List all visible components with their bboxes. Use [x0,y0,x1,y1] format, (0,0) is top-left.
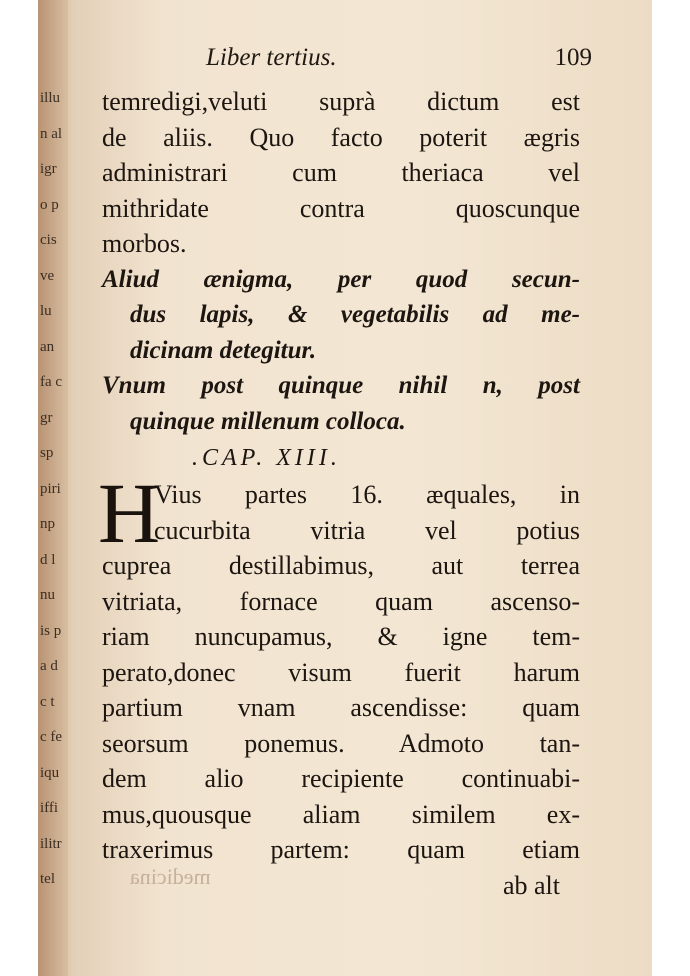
running-title: Liber tertius. [206,44,337,71]
margin-fragment: c fe [40,729,63,745]
book-page [38,0,652,976]
margin-fragment: d l [40,551,56,568]
aenigma-heading [102,262,580,369]
text-line: Vius partes 16. æquales, in [154,480,580,509]
drop-cap: H [98,465,161,561]
margin-fragment: n al [40,125,63,142]
paragraph-2 [98,465,580,868]
text-line: morbos. [102,229,187,258]
adjacent-page-edge [38,0,68,976]
margin-fragment: fa c [40,374,63,390]
catchword: ab alt [502,870,560,900]
italic-line: dus lapis, & vegetabilis ad me- [130,301,580,328]
page-number: 109 [554,44,592,71]
margin-fragment: iffi [40,800,59,816]
text-line: traxerimus partem: quam etiam [102,835,580,864]
text-line: temredigi,veluti suprà dictum est [102,87,580,116]
margin-fragment: sp [40,445,54,461]
text-line: seorsum ponemus. Admoto tan- [102,728,580,758]
margin-fragment: piri [40,480,61,497]
margin-fragment: lu [40,303,52,319]
text-line: perato,donec visum fuerit harum [102,657,580,687]
margin-fragment: tel [40,871,55,887]
margin-fragment: illu [40,90,61,106]
margin-fragment: np [40,516,55,532]
margin-fragment: c t [40,693,55,710]
margin-fragment: a d [40,658,58,674]
italic-line: Vnum post quinque nihil n, post [102,372,580,399]
chapter-heading: .CAP. XIII. [192,445,341,471]
margin-fragment: o p [40,196,59,213]
text-line: mithridate contra quoscunque [102,193,580,223]
margin-fragment: ve [40,267,55,284]
text-line: cucurbita vitria vel potius [154,515,580,545]
text-line: administrari cum theriaca vel [102,158,580,187]
margin-fragment: cis [40,232,57,248]
margin-fragment: gr [40,409,53,426]
margin-fragment: igr [40,161,57,177]
text-line: dem alio recipiente continuabi- [102,764,580,793]
text-line: cuprea destillabimus, aut terrea [102,551,580,580]
text-line: vitriata, fornace quam ascenso- [102,586,580,616]
bleed-through-text: medicina [130,864,211,889]
italic-line: quinque millenum colloca. [130,407,406,435]
margin-fragment: nu [40,587,55,603]
italic-line: dicinam detegitur. [130,336,317,364]
text-line: mus,quousque aliam similem ex- [102,799,580,829]
italic-line: Aliud ænigma, per quod secun- [102,265,580,293]
paragraph-1 [102,84,580,262]
body-text [98,84,580,904]
margin-fragment: iqu [40,764,60,781]
text-line: riam nuncupamus, & igne tem- [102,622,580,651]
text-line: de aliis. Quo facto poterit ægris [102,122,580,152]
page-header [206,44,592,78]
text-line: partium vnam ascendisse: quam [102,693,580,722]
margin-fragment: is p [40,622,62,639]
margin-fragment: ilitr [40,835,62,852]
verse [102,368,580,439]
margin-fragment: an [40,338,55,355]
